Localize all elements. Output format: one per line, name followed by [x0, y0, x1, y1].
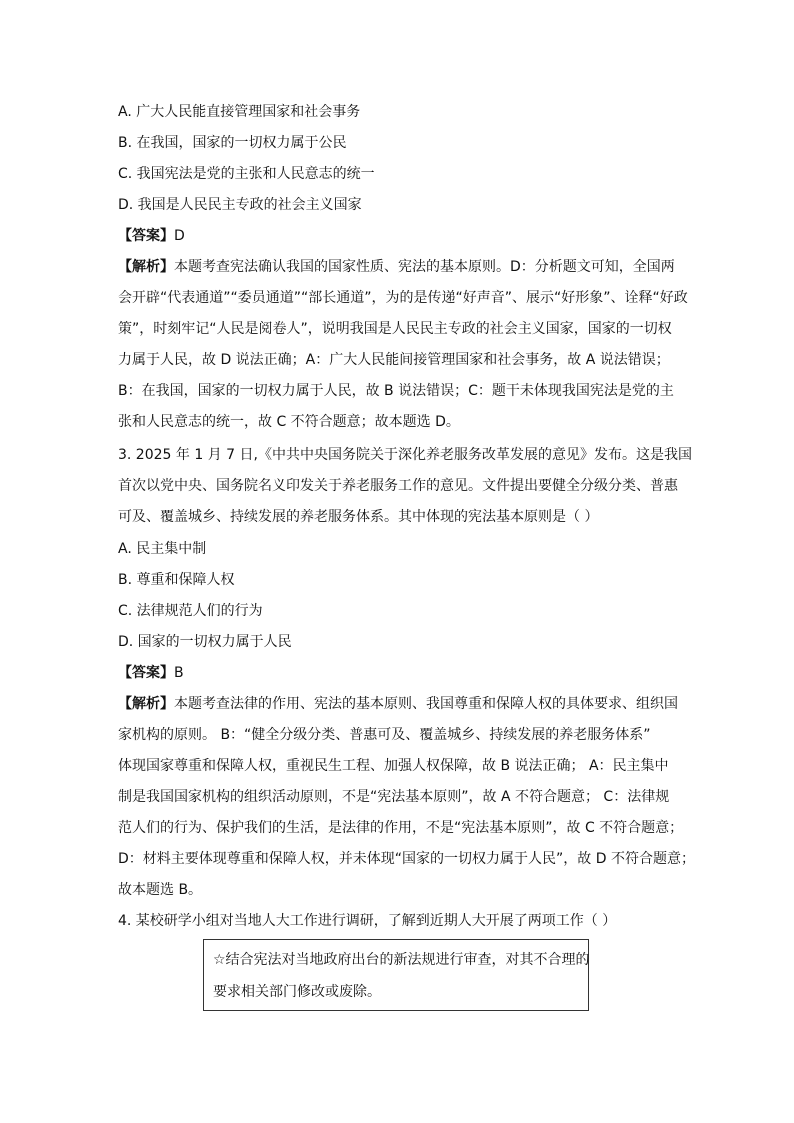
q2-analysis-line — [118, 257, 678, 277]
q2-analysis-line: 力属于人民，故 D 说法正确；A：广大人民能间接管理国家和社会事务，故 A 说法错误； — [118, 352, 670, 368]
q3-answer-value: B — [174, 665, 184, 681]
q4-material-box — [203, 939, 589, 1011]
q2-analysis-line: 会开辟“代表通道”“委员通道”“部长通道”，为的是传递“好声音”、展示“好形象”、诠释“好政 — [118, 290, 688, 306]
q2-analysis-label: 【解析】 — [118, 259, 174, 275]
q3-analysis-line — [118, 694, 678, 714]
q2-option-b: B. 在我国，国家的一切权力属于公民 — [118, 135, 347, 151]
q3-option-b: B. 尊重和保障人权 — [118, 572, 235, 588]
q3-option-d: D. 国家的一切权力属于人民 — [118, 634, 292, 650]
q3-analysis-line: 家机构的原则。 B：“健全分级分类、普惠可及、覆盖城乡、持续发展的养老服务体系” — [118, 727, 651, 743]
q3-stem-line: 首次以党中央、国务院名义印发关于养老服务工作的意见。文件提出要健全分级分类、普惠 — [118, 478, 678, 494]
q3-analysis-text: 本题考查法律的作用、宪法的基本原则、我国尊重和保障人权的具体要求、组织国 — [174, 696, 678, 712]
q3-stem-line: 3. 2025 年 1 月 7 日,《中共中央国务院关于深化养老服务改革发展的意见》发布。这是我国 — [118, 447, 692, 463]
q2-analysis-line: 策”，时刻牢记“人民是阅卷人”，说明我国是人民民主专政的社会主义国家，国家的一切权 — [118, 321, 672, 337]
q2-answer — [118, 226, 678, 246]
q2-analysis-line: B：在我国，国家的一切权力属于人民，故 B 说法错误；C：题干未体现我国宪法是党的主 — [118, 383, 674, 399]
q3-answer — [118, 663, 678, 683]
q3-analysis-line: 故本题选 B。 — [118, 882, 203, 898]
q2-analysis-line: 张和人民意志的统一，故 C 不符合题意；故本题选 D。 — [118, 414, 460, 430]
q3-analysis-line: 范人们的行为、保护我们的生活，是法律的作用，不是“宪法基本原则”，故 C 不符合题意； — [118, 820, 684, 836]
q3-stem-line: 可及、覆盖城乡、持续发展的养老服务体系。其中体现的宪法基本原则是（ ） — [118, 509, 599, 525]
q3-analysis-label: 【解析】 — [118, 696, 174, 712]
q3-analysis-line: D：材料主要体现尊重和保障人权，并未体现“国家的一切权力属于人民”，故 D 不符合题意； — [118, 851, 695, 867]
q2-option-a: A. 广大人民能直接管理国家和社会事务 — [118, 104, 361, 120]
q2-option-c: C. 我国宪法是党的主张和人民意志的统一 — [118, 166, 375, 182]
q2-analysis-text: 本题考查宪法确认我国的国家性质、宪法的基本原则。D：分析题文可知，全国两 — [174, 259, 675, 275]
q3-option-a: A. 民主集中制 — [118, 541, 207, 557]
q4-box-line: 要求相关部门修改或废除。 — [213, 984, 381, 1000]
q4-box-line: ☆结合宪法对当地政府出台的新法规进行审查，对其不合理的 — [213, 952, 590, 968]
q3-analysis-line: 制是我国国家机构的组织活动原则，不是“宪法基本原则”，故 A 不符合题意； C：法律规 — [118, 789, 670, 805]
q3-analysis-line: 体现国家尊重和保障人权，重视民生工程、加强人权保障，故 B 说法正确； A：民主集中 — [118, 758, 669, 774]
q3-option-c: C. 法律规范人们的行为 — [118, 603, 263, 619]
q3-answer-label: 【答案】 — [118, 665, 174, 681]
q4-stem: 4. 某校研学小组对当地人大工作进行调研，了解到近期人大开展了两项工作（ ） — [118, 913, 617, 929]
q2-answer-label: 【答案】 — [118, 228, 174, 244]
q2-answer-value: D — [174, 228, 185, 244]
q2-option-d: D. 我国是人民民主专政的社会主义国家 — [118, 197, 362, 213]
